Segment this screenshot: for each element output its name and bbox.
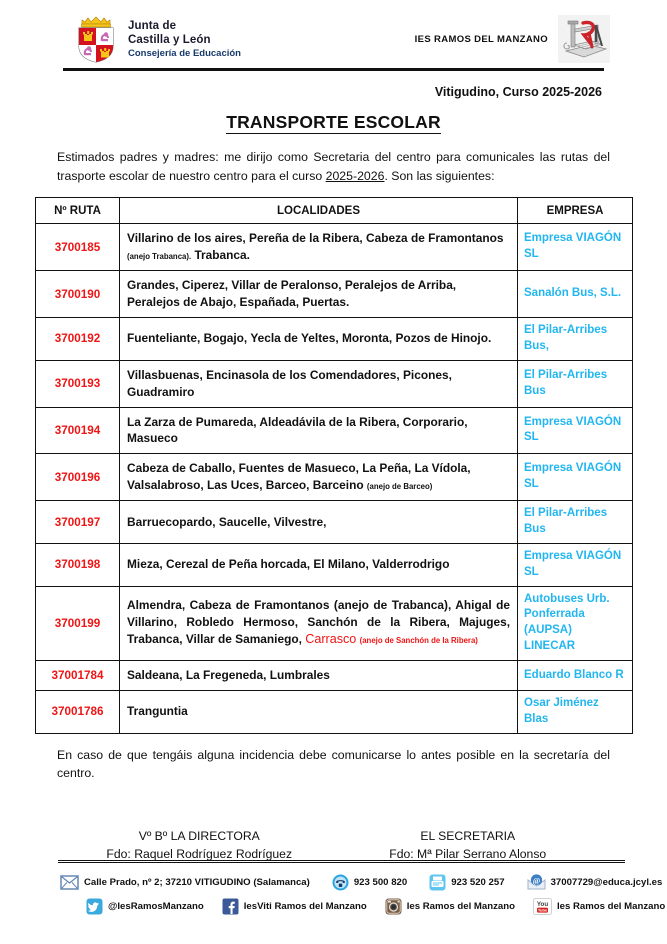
table-row — [36, 543, 633, 586]
route-localities: Mieza, Cerezal de Peña horcada, El Milano, Valderrodrigo — [120, 543, 518, 586]
secretary-name: Fdo: Mª Pilar Serrano Alonso — [389, 847, 547, 862]
column-header-empresa: EMPRESA — [518, 198, 633, 224]
facebook-icon[interactable] — [222, 898, 239, 915]
footer-email: 37007729@educa.jcyl.es — [550, 876, 663, 888]
footer-phone2: 923 520 257 — [451, 876, 505, 888]
localities-main: Villarino de los aires, Pereña de la Ribera, Cabeza de Framontanos — [127, 231, 504, 246]
route-localities: Grandes, Ciperez, Villar de Peralonso, Peralejos de Arriba, Peralejos de Abajo, Españada, Puertas. — [120, 271, 518, 318]
fax-icon — [429, 874, 446, 891]
column-header-localidades: LOCALIDADES — [120, 198, 518, 224]
document-header — [35, 0, 632, 62]
localities-main: Almendra, Cabeza de Framontanos (anejo de Trabanca), Ahigal de Villarino, Robledo Hermoso, Sanchón de la Ribera, Majuges, Trabanca, Villar de Samaniego, — [127, 598, 510, 647]
intro-course-underlined: 2025-2026 — [325, 168, 385, 183]
localities-tail: Trabanca. — [191, 248, 250, 263]
castilla-leon-coat-of-arms-icon — [73, 15, 119, 63]
route-localities — [120, 586, 518, 660]
junta-text-block — [128, 19, 241, 60]
intro-paragraph — [57, 148, 610, 185]
route-number: 37001786 — [36, 690, 120, 733]
footer-address-item — [60, 874, 310, 891]
route-localities: Tranguntia — [120, 690, 518, 733]
localities-highlight: Carrasco — [305, 632, 357, 647]
twitter-icon[interactable] — [86, 898, 103, 915]
signature-director — [65, 827, 334, 865]
route-company: El Pilar-Arribes Bus — [518, 360, 633, 407]
org-line-2: Castilla y León — [128, 33, 211, 46]
footer-instagram-item[interactable] — [385, 898, 515, 915]
localities-main: Cabeza de Caballo, Fuentes de Masueco, La Peña, La Vídola, Valsalabroso, Las Uces, Barceo, Barceino — [127, 461, 471, 493]
page-title-text: TRANSPORTE ESCOLAR — [226, 112, 441, 132]
envelope-icon — [60, 874, 79, 891]
footer-instagram-name: Ies Ramos del Manzano — [406, 900, 515, 912]
table-row — [36, 318, 633, 361]
route-number: 3700193 — [36, 360, 120, 407]
table-row — [36, 454, 633, 501]
signature-block — [35, 827, 632, 865]
route-localities — [120, 224, 518, 271]
route-company: El Pilar-Arribes Bus, — [518, 318, 633, 361]
table-row — [36, 407, 633, 454]
school-name: IES RAMOS DEL MANZANO — [414, 33, 548, 45]
route-number: 3700199 — [36, 586, 120, 660]
route-company: Empresa VIAGÓN SL — [518, 224, 633, 271]
location-and-course: Vitigudino, Curso 2025-2026 — [434, 85, 602, 99]
route-localities: Villasbuenas, Encinasola de los Comendadores, Picones, Guadramiro — [120, 360, 518, 407]
ies-ramos-del-manzano-logo-icon — [558, 15, 610, 63]
route-number: 3700190 — [36, 271, 120, 318]
route-company: Autobuses Urb. Ponferrada (AUPSA) LINECAR — [518, 586, 633, 660]
table-row — [36, 690, 633, 733]
footer-social-row — [60, 894, 666, 918]
localities-annex-note: (anejo Trabanca). — [127, 252, 192, 262]
route-localities: La Zarza de Pumareda, Aldeadávila de la Ribera, Corporario, Masueco — [120, 407, 518, 454]
document-footer — [60, 870, 666, 918]
telephone-icon — [332, 874, 349, 891]
table-row — [36, 586, 633, 660]
footer-phone1: 923 500 820 — [353, 876, 408, 888]
route-localities: Fuenteliante, Bogajo, Yecla de Yeltes, Moronta, Pozos de Hinojo. — [120, 318, 518, 361]
svg-text:@: @ — [532, 875, 540, 885]
at-sign-icon — [527, 874, 546, 891]
footer-twitter-handle: @IesRamosManzano — [108, 900, 204, 912]
localities-annex-note: (anejo de Sanchón de la Ribera) — [359, 636, 478, 646]
secretary-role: EL SECRETARIA — [420, 828, 516, 843]
route-localities: Barruecopardo, Saucelle, Vilvestre, — [120, 501, 518, 544]
route-localities — [120, 454, 518, 501]
footer-fax-item — [429, 874, 504, 891]
director-role: Vº Bº LA DIRECTORA — [138, 828, 260, 843]
column-header-ruta: Nº RUTA — [36, 198, 120, 224]
route-company: El Pilar-Arribes Bus — [518, 501, 633, 544]
route-company: Empresa VIAGÓN SL — [518, 543, 633, 586]
footer-facebook-name: IesViti Ramos del Manzano — [243, 900, 367, 912]
route-company: Osar Jiménez Blas — [518, 690, 633, 733]
youtube-icon[interactable] — [533, 898, 552, 915]
instagram-icon[interactable] — [385, 898, 402, 915]
table-row — [36, 271, 633, 318]
route-number: 3700198 — [36, 543, 120, 586]
svg-text:Tube: Tube — [537, 907, 548, 912]
route-number: 37001784 — [36, 661, 120, 691]
footer-divider — [58, 860, 625, 863]
page-title — [35, 112, 632, 133]
footer-contact-row — [60, 870, 663, 894]
route-number: 3700185 — [36, 224, 120, 271]
footer-twitter-item[interactable] — [86, 898, 204, 915]
route-company: Sanalón Bus, S.L. — [518, 271, 633, 318]
localities-annex-note: (anejo de Barceo) — [366, 482, 433, 492]
svg-text:You: You — [536, 900, 549, 908]
route-number: 3700196 — [36, 454, 120, 501]
route-number: 3700192 — [36, 318, 120, 361]
route-company: Eduardo Blanco R — [518, 661, 633, 691]
route-number: 3700197 — [36, 501, 120, 544]
footer-youtube-name: Ies Ramos del Manzano — [556, 900, 666, 912]
footer-address: Calle Prado, nº 2; 37210 VITIGUDINO (Salamanca) — [84, 876, 310, 888]
route-company: Empresa VIAGÓN SL — [518, 454, 633, 501]
footer-phone1-item — [332, 874, 407, 891]
footer-youtube-item[interactable] — [533, 898, 665, 915]
table-row — [36, 360, 633, 407]
intro-text-part2: . Son las siguientes: — [384, 168, 495, 183]
footer-facebook-item[interactable] — [222, 898, 367, 915]
table-row — [36, 661, 633, 691]
table-header-row — [36, 198, 633, 224]
route-company: Empresa VIAGÓN SL — [518, 407, 633, 454]
junta-castilla-leon-logo-block — [73, 15, 241, 63]
route-localities: Saldeana, La Fregeneda, Lumbrales — [120, 661, 518, 691]
route-number: 3700194 — [36, 407, 120, 454]
director-name: Fdo: Raquel Rodríguez Rodríguez — [106, 847, 293, 862]
table-row — [36, 501, 633, 544]
table-row — [36, 224, 633, 271]
signature-secretary — [334, 827, 603, 865]
routes-table — [35, 197, 633, 733]
intro-text-part1: Estimados padres y madres: me dirijo como Secretaria del centro para comunicales las rutas del trasporte escolar de nuestro centro para el curso — [57, 150, 610, 183]
org-line-3: Consejería de Educación — [128, 47, 241, 59]
closing-paragraph: En caso de que tengáis alguna incidencia debe comunicarse lo antes posible en la secretaría del centro. — [57, 747, 610, 781]
header-divider — [63, 68, 604, 71]
org-line-1: Junta de — [128, 19, 177, 32]
footer-email-item — [527, 874, 663, 891]
